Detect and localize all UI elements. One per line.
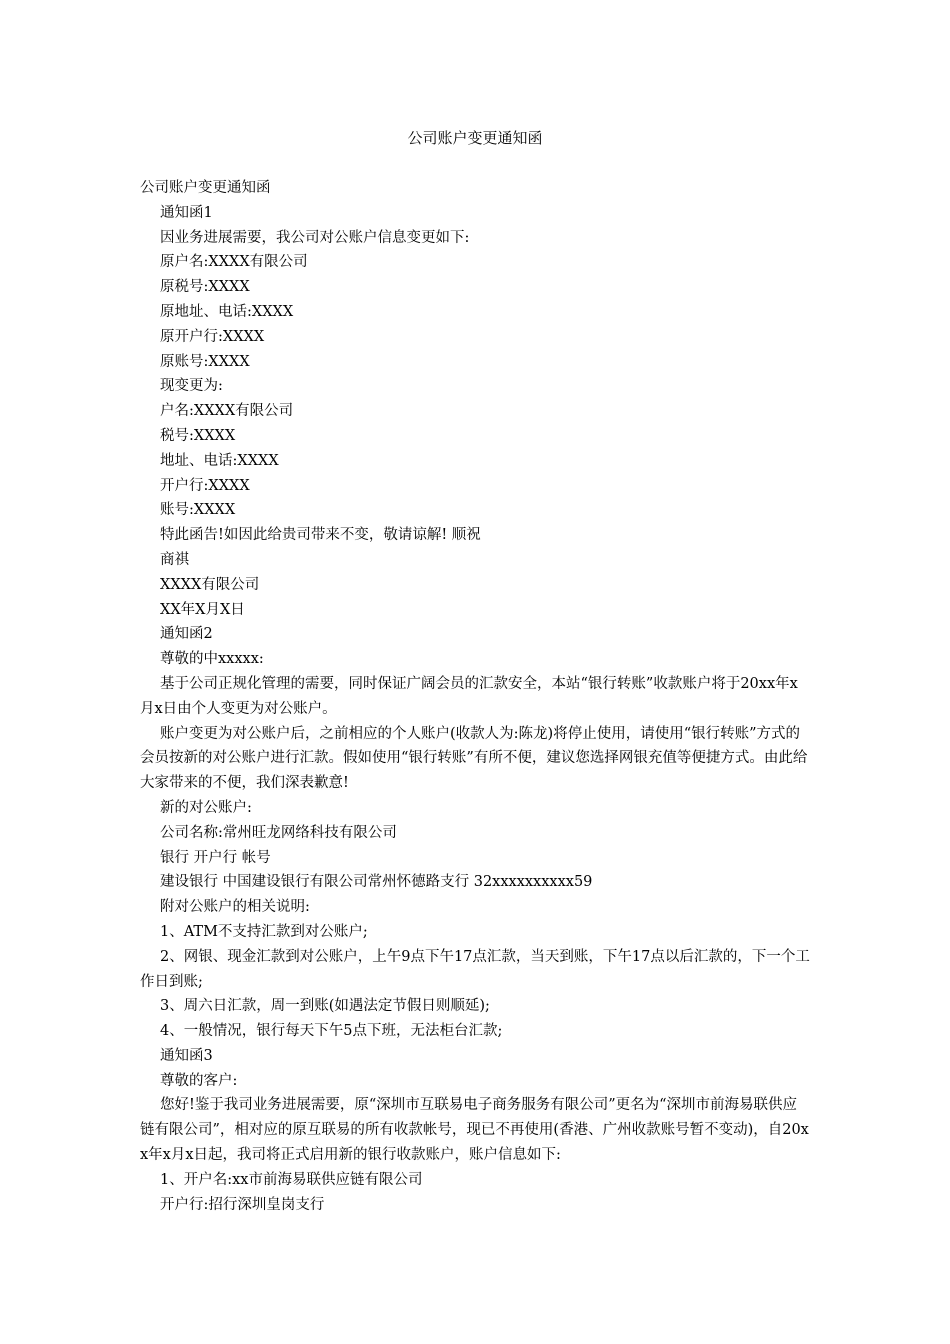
paragraph: 您好!鉴于我司业务进展需要，原“深圳市互联易电子商务服务有限公司”更名为“深圳市前海易联供应链有限公司”，相对应的原互联易的所有收款帐号，现已不再使用(香港、广州收款账号暂不变动)，自20xx年x月x日起，我司将正式启用新的银行收款账户，账户信息如下: bbox=[140, 1097, 809, 1164]
paragraph: 通知函1 bbox=[160, 204, 213, 221]
paragraph: 原地址、电话:XXXX bbox=[160, 303, 294, 320]
document-title: 公司账户变更通知函 bbox=[407, 129, 543, 147]
paragraph: 地址、电话:XXXX bbox=[160, 452, 279, 469]
paragraph: 开户行:招行深圳皇岗支行 bbox=[160, 1196, 325, 1213]
paragraph: 1、ATM不支持汇款到对公账户; bbox=[160, 923, 368, 940]
paragraph: 银行 开户行 帐号 bbox=[160, 849, 271, 866]
paragraph: 4、一般情况，银行每天下午5点下班，无法柜台汇款; bbox=[160, 1023, 503, 1040]
paragraph: 附对公账户的相关说明: bbox=[160, 899, 310, 916]
paragraph: 尊敬的客户: bbox=[160, 1072, 238, 1089]
paragraph: 税号:XXXX bbox=[160, 427, 236, 444]
paragraph: 3、周六日汇款，周一到账(如遇法定节假日则顺延); bbox=[160, 998, 490, 1015]
paragraph: 公司名称:常州旺龙网络科技有限公司 bbox=[160, 824, 397, 841]
paragraph: 原账号:XXXX bbox=[160, 353, 250, 370]
paragraph: 原户名:XXXX有限公司 bbox=[160, 254, 308, 271]
document-heading: 公司账户变更通知函 bbox=[140, 180, 271, 196]
paragraph: 2、网银、现金汇款到对公账户，上午9点下午17点汇款，当天到账，下午17点以后汇款的，下一个工作日到账; bbox=[140, 948, 810, 990]
paragraph: 建设银行 中国建设银行有限公司常州怀德路支行 32xxxxxxxxxx59 bbox=[160, 874, 593, 891]
document-body bbox=[140, 176, 810, 1217]
paragraph: 原税号:XXXX bbox=[160, 279, 250, 296]
paragraph: 尊敬的中xxxxx: bbox=[160, 651, 264, 668]
paragraph: 账户变更为对公账户后，之前相应的个人账户(收款人为:陈龙)将停止使用，请使用“银行转账”方式的会员按新的对公账户进行汇款。假如使用“银行转账”有所不便，建议您选择网银充值等便捷方式。由此给大家带来的不便，我们深表歉意! bbox=[140, 725, 808, 792]
paragraph: XX年X月X日 bbox=[160, 601, 245, 618]
paragraph: 基于公司正规化管理的需要，同时保证广阔会员的汇款安全，本站“银行转账”收款账户将于20xx年x月x日由个人变更为对公账户。 bbox=[140, 675, 798, 717]
paragraph: 因业务进展需要，我公司对公账户信息变更如下: bbox=[160, 229, 470, 246]
paragraph: 现变更为: bbox=[160, 378, 223, 395]
paragraph: 通知函2 bbox=[160, 626, 213, 643]
paragraph: 开户行:XXXX bbox=[160, 477, 250, 494]
paragraph: 账号:XXXX bbox=[160, 502, 236, 519]
paragraph: 特此函告!如因此给贵司带来不变，敬请谅解! 顺祝 bbox=[160, 527, 481, 544]
paragraph: 原开户行:XXXX bbox=[160, 328, 265, 345]
paragraph: 商祺 bbox=[160, 551, 189, 568]
paragraph: 1、开户名:xx市前海易联供应链有限公司 bbox=[160, 1171, 423, 1188]
paragraph: 通知函3 bbox=[160, 1047, 213, 1064]
paragraph: 新的对公账户: bbox=[160, 799, 252, 816]
paragraph: 户名:XXXX有限公司 bbox=[160, 403, 294, 420]
paragraph: XXXX有限公司 bbox=[160, 576, 260, 593]
